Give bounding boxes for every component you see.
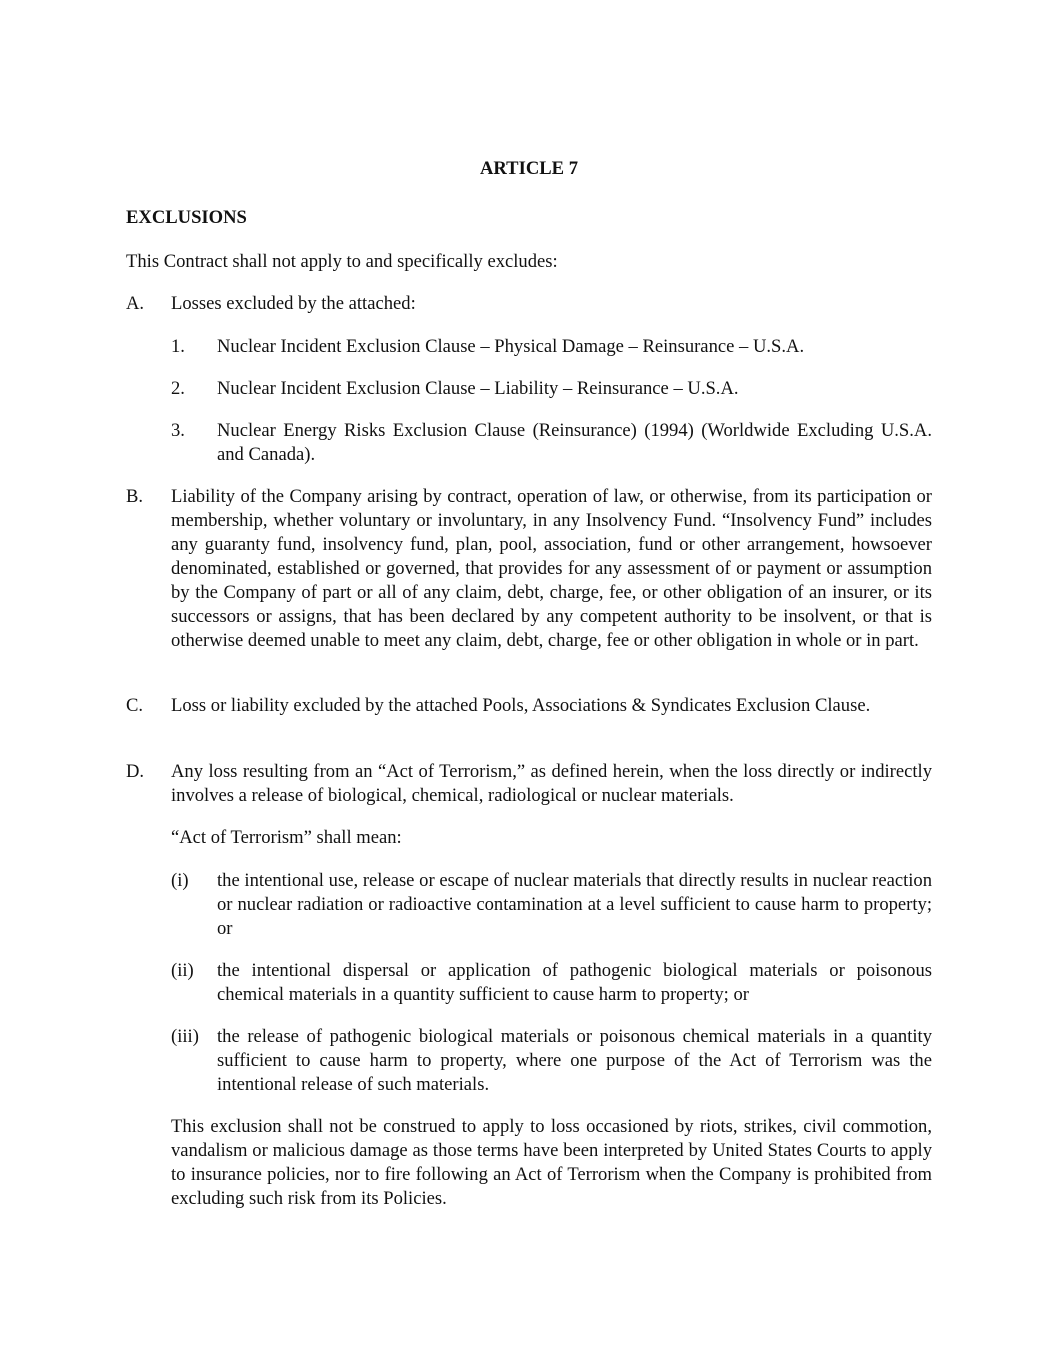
closing-paragraph: This exclusion shall not be construed to apply to loss occasioned by riots, strikes, civil commotion, vandalism or malicious damage as those terms have been interpreted by United States Courts to apply to insurance policies, nor to fire following an Act of Terrorism when the Company is prohibited from excluding such risk from its Policies.	[171, 1116, 932, 1209]
item-label: A.	[126, 293, 145, 314]
subitem-label: (i)	[171, 870, 189, 891]
article-title: ARTICLE 7	[479, 158, 579, 179]
subitem-label: 2.	[171, 378, 185, 399]
item-text: Any loss resulting from an “Act of Terrorism,” as defined herein, when the loss directly or indirectly involves a release of biological, chemical, radiological or nuclear materials.	[171, 761, 932, 806]
subitem-label: (iii)	[171, 1026, 199, 1047]
exclusion-item-a	[126, 292, 932, 316]
definition-intro: “Act of Terrorism” shall mean:	[171, 827, 402, 848]
exclusion-item-c	[126, 694, 932, 718]
subitem-label: (ii)	[171, 960, 194, 981]
exclusion-subitem-a2	[171, 377, 932, 401]
subitem-text: the release of pathogenic biological materials or poisonous chemical materials in a quantity sufficient to cause harm to property, where one purpose of the Act of Terrorism was the intentional release of such materials.	[217, 1026, 932, 1095]
definition-subitem-i	[171, 869, 932, 941]
definition-subitem-iii	[171, 1025, 932, 1097]
subitem-text: Nuclear Energy Risks Exclusion Clause (Reinsurance) (1994) (Worldwide Excluding U.S.A. and Canada).	[217, 420, 932, 465]
item-text: Loss or liability excluded by the attached Pools, Associations & Syndicates Exclusion Clause.	[171, 695, 871, 716]
exclusion-subitem-a1	[171, 335, 932, 359]
subitem-label: 1.	[171, 336, 185, 357]
subitem-text: the intentional use, release or escape of nuclear materials that directly results in nuclear reaction or nuclear radiation or radioactive contamination at a level sufficient to cause harm to property; or	[217, 870, 932, 939]
exclusion-subitem-a3	[171, 419, 932, 467]
exclusion-item-d	[126, 760, 932, 808]
item-label: B.	[126, 486, 144, 507]
subitem-text: the intentional dispersal or application of pathogenic biological materials or poisonous chemical materials in a quantity sufficient to cause harm to property; or	[217, 960, 932, 1005]
item-label: D.	[126, 761, 145, 782]
intro-paragraph: This Contract shall not apply to and specifically excludes:	[126, 251, 558, 272]
exclusion-item-b	[126, 485, 932, 653]
item-text: Losses excluded by the attached:	[171, 293, 416, 314]
definition-subitem-ii	[171, 959, 932, 1007]
item-label: C.	[126, 695, 144, 716]
subitem-text: Nuclear Incident Exclusion Clause – Liability – Reinsurance – U.S.A.	[217, 378, 739, 399]
subitem-label: 3.	[171, 420, 185, 441]
section-heading: EXCLUSIONS	[126, 207, 247, 228]
subitem-text: Nuclear Incident Exclusion Clause – Physical Damage – Reinsurance – U.S.A.	[217, 336, 805, 357]
item-text: Liability of the Company arising by contract, operation of law, or otherwise, from its participation or membership, whether voluntary or involuntary, in any Insolvency Fund. “Insolvency Fund” includes any guaranty fund, insolvency fund, plan, pool, association, fund or other arrangement, howsoever denominated, established or governed, that provides for any assessment of or payment or assumption by the Company of part or all of any claim, debt, charge, fee, or other obligation of an insurer, or its successors or assigns, that has been declared by any competent authority to be insolvent, or that is otherwise deemed unable to meet any claim, debt, charge, fee or other obligation in whole or in part.	[171, 486, 932, 651]
